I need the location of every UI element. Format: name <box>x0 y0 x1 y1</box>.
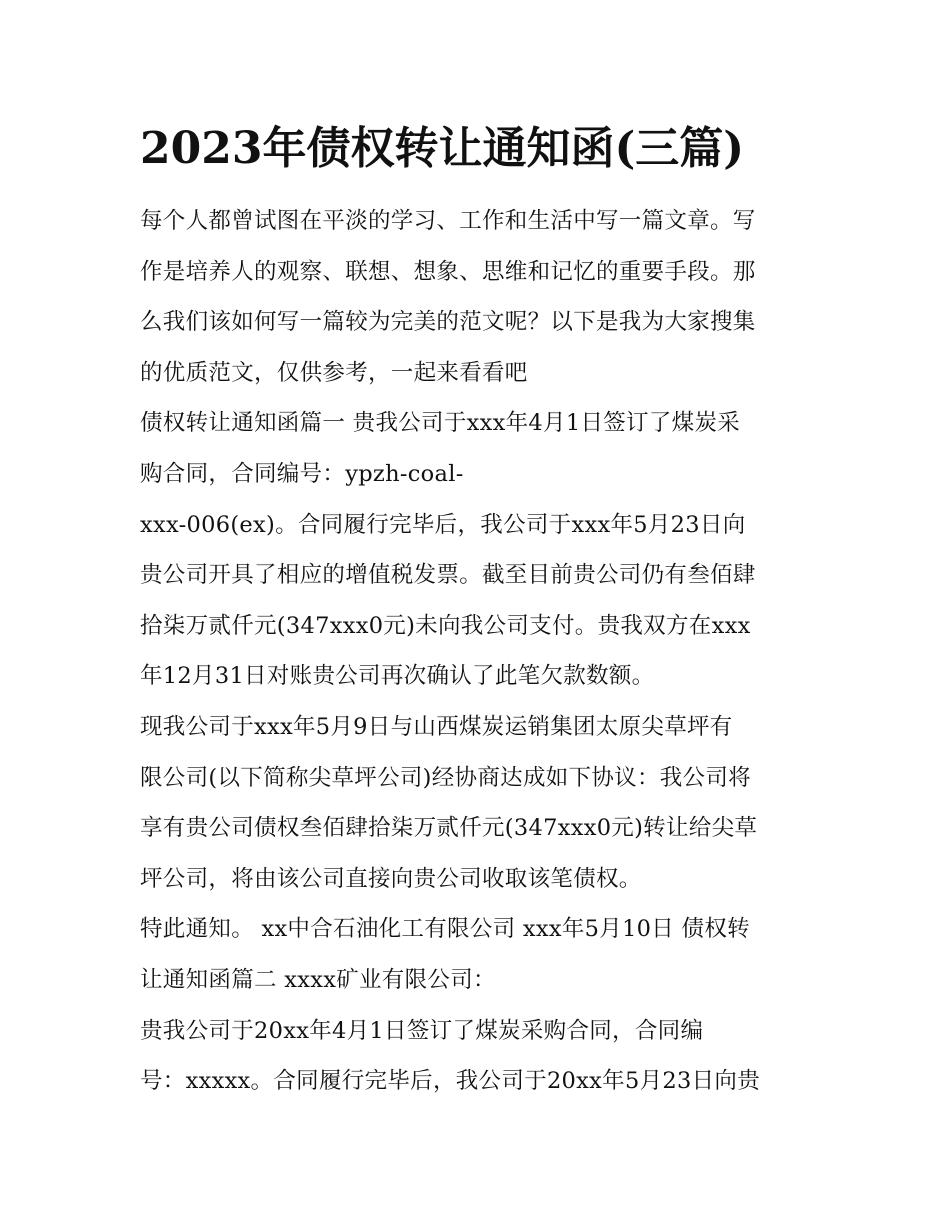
text-line: 每个人都曾试图在平淡的学习、工作和生活中写一篇文章。写 <box>140 208 756 234</box>
text-line: 享有贵公司债权叁佰肆拾柒万贰仟元(347xxx0元)转让给尖草 <box>140 815 758 842</box>
text-line: 的优质范文，仅供参考，一起来看看吧 <box>140 359 528 386</box>
text-line: 么我们该如何写一篇较为完美的范文呢？以下是我为大家搜集 <box>140 309 756 336</box>
text-line: xxx-006(ex)。合同履行完毕后，我公司于xxx年5月23日向 <box>140 511 746 538</box>
text-line: 特此通知。 xx中合石油化工有限公司 xxx年5月10日 债权转 <box>140 916 750 943</box>
text-line: 作是培养人的观察、联想、想象、思维和记忆的重要手段。那 <box>140 258 756 285</box>
paragraph-intro <box>140 196 812 398</box>
text-line: 债权转让通知函篇一 贵我公司于xxx年4月1日签订了煤炭采 <box>140 410 741 437</box>
text-line: 拾柒万贰仟元(347xxx0元)未向我公司支付。贵我双方在xxx <box>140 612 751 639</box>
text-line: 贵公司开具了相应的增值税发票。截至目前贵公司仍有叁佰肆 <box>140 562 756 589</box>
paragraph-notice-signature <box>140 904 812 1005</box>
paragraph-letter-one-transfer <box>140 702 812 904</box>
text-line: 坪公司，将由该公司直接向贵公司收取该笔债权。 <box>140 865 642 892</box>
text-line: 让通知函篇二 xxxx矿业有限公司： <box>140 966 496 993</box>
document-page <box>140 114 812 1107</box>
paragraph-letter-two-opening <box>140 1006 812 1107</box>
text-line: 号：xxxxx。合同履行完毕后，我公司于20xx年5月23日向贵 <box>140 1068 761 1095</box>
text-line: 限公司(以下简称尖草坪公司)经协商达成如下协议：我公司将 <box>140 764 751 791</box>
paragraph-letter-one-debt <box>140 500 812 702</box>
document-title: 2023年债权转让通知函(三篇) <box>140 123 745 174</box>
text-line: 现我公司于xxx年5月9日与山西煤炭运销集团太原尖草坪有 <box>140 713 733 740</box>
text-line: 年12月31日对账贵公司再次确认了此笔欠款数额。 <box>140 663 655 690</box>
text-line: 购合同，合同编号：ypzh-coal- <box>140 460 464 487</box>
paragraph-letter-one-opening <box>140 398 812 499</box>
text-line: 贵我公司于20xx年4月1日签订了煤炭采购合同，合同编 <box>140 1017 704 1044</box>
